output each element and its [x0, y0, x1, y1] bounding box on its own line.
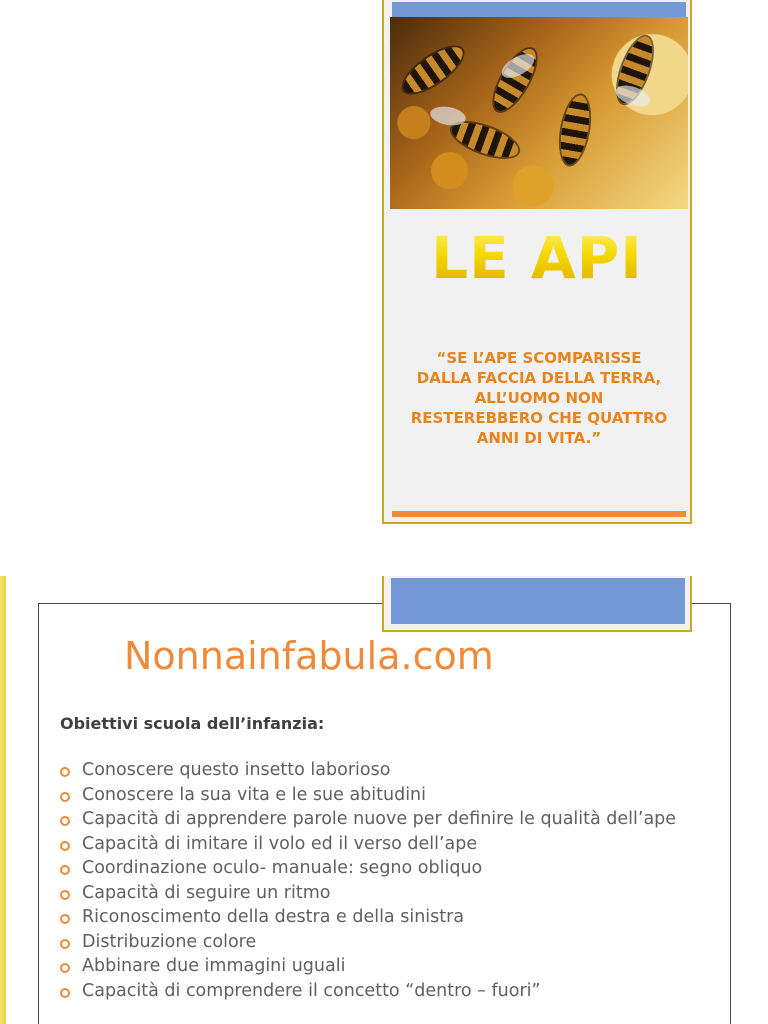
bullet-icon: [60, 767, 70, 777]
list-item: [60, 784, 710, 805]
list-item-text: Conoscere la sua vita e le sue abitudini: [82, 784, 427, 805]
bullet-icon: [60, 816, 70, 826]
bullet-icon: [60, 792, 70, 802]
bullet-icon: [60, 914, 70, 924]
cover-quote: “SE L’APE SCOMPARISSE DALLA FACCIA DELLA TERRA, ALL’UOMO NON RESTEREBBERO CHE QUATTRO ANNI DI VITA.”: [410, 349, 668, 447]
bee-image: [486, 43, 544, 117]
list-item-text: Abbinare due immagini uguali: [82, 956, 346, 976]
objectives-list: [60, 762, 710, 1007]
bullet-icon: [60, 939, 70, 949]
list-item: [60, 958, 710, 975]
bullet-icon: [60, 865, 70, 875]
list-item-text: Coordinazione oculo- manuale: segno obliquo: [82, 858, 483, 878]
list-item: [60, 980, 710, 1001]
bee-image: [556, 93, 594, 166]
list-item: [60, 860, 710, 877]
objectives-slide-header-tab: [382, 576, 692, 632]
cover-slide: [382, 0, 692, 524]
cover-bottom-bar: [392, 511, 686, 517]
bullet-icon: [60, 963, 70, 973]
bees-honeycomb-photo: [390, 17, 688, 209]
list-item: [60, 882, 710, 903]
bee-image: [397, 39, 469, 100]
cover-title: LE API: [384, 224, 690, 292]
list-item: [60, 833, 710, 854]
list-item: [60, 909, 710, 926]
objectives-heading: Obiettivi scuola dell’infanzia:: [60, 714, 325, 733]
list-item-text: Distribuzione colore: [82, 931, 257, 952]
list-item: [60, 931, 710, 952]
list-item: [60, 762, 710, 779]
left-accent-strip: [0, 576, 6, 1024]
list-item-text: Capacità di apprendere parole nuove per definire le qualità dell’ape: [82, 809, 677, 829]
bullet-icon: [60, 890, 70, 900]
bullet-icon: [60, 988, 70, 998]
cover-top-bar: [392, 2, 686, 17]
bullet-icon: [60, 841, 70, 851]
list-item-text: Capacità di comprendere il concetto “dentro – fuori”: [82, 980, 541, 1001]
list-item-text: Capacità di seguire un ritmo: [82, 882, 331, 903]
bee-wing: [613, 81, 653, 110]
brand-title: Nonnainfabula.com: [124, 634, 494, 678]
list-item-text: Riconoscimento della destra e della sinistra: [82, 907, 465, 927]
list-item-text: Capacità di imitare il volo ed il verso dell’ape: [82, 833, 478, 854]
list-item: [60, 811, 710, 828]
list-item-text: Conoscere questo insetto laborioso: [82, 760, 391, 780]
header-blue-band: [391, 578, 685, 624]
